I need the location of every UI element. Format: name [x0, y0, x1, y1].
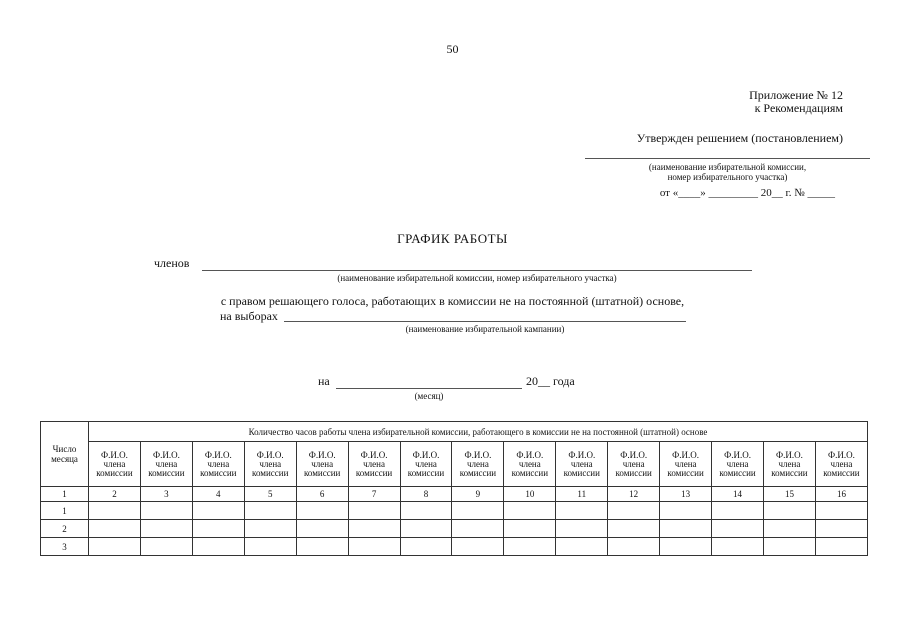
member-header-text: члена	[570, 458, 593, 469]
hours-entry-cell[interactable]	[140, 538, 192, 556]
hours-entry-cell[interactable]	[89, 538, 141, 556]
table-body	[41, 502, 868, 556]
approval-blank-line	[585, 158, 870, 159]
members-caption: (наименование избирательной комиссии, номер избирательного участка)	[337, 273, 617, 283]
column-number-cell: 13	[660, 487, 712, 502]
hours-entry-cell[interactable]	[244, 538, 296, 556]
hours-entry-cell[interactable]	[556, 538, 608, 556]
table-row	[41, 538, 868, 556]
approval-caption	[585, 162, 870, 182]
member-header-text: комиссии	[303, 467, 341, 478]
hours-entry-cell[interactable]	[504, 538, 556, 556]
hours-entry-cell[interactable]	[400, 502, 452, 520]
appendix-line-2: к Рекомендациям	[754, 101, 843, 115]
member-header-text: члена	[311, 458, 334, 469]
elections-label: на выборах	[220, 309, 278, 323]
hours-entry-cell[interactable]	[140, 502, 192, 520]
work-schedule-table	[40, 421, 868, 556]
appendix-line-1: Приложение № 12	[749, 88, 843, 102]
hours-entry-cell[interactable]	[504, 502, 556, 520]
hours-entry-cell[interactable]	[712, 538, 764, 556]
member-name-header	[452, 442, 504, 487]
hours-entry-cell[interactable]	[244, 502, 296, 520]
hours-entry-cell[interactable]	[400, 538, 452, 556]
elections-caption: (наименование избирательной кампании)	[405, 324, 565, 334]
member-name-header	[296, 442, 348, 487]
member-header-text: Ф.И.О.	[672, 449, 700, 460]
member-header-text: Ф.И.О.	[828, 449, 855, 460]
member-header-text: комиссии	[719, 467, 756, 478]
hours-entry-cell[interactable]	[400, 520, 452, 538]
member-header-text: комиссии	[407, 467, 445, 478]
column-number-cell: 4	[192, 487, 244, 502]
column-number-cell: 8	[400, 487, 452, 502]
day-number-cell: 1	[41, 502, 89, 520]
member-name-header	[712, 442, 764, 487]
hours-entry-cell[interactable]	[89, 520, 141, 538]
hours-entry-cell[interactable]	[192, 520, 244, 538]
hours-entry-cell[interactable]	[763, 502, 815, 520]
column-number-cell: 3	[140, 487, 192, 502]
member-header-text: Ф.И.О.	[516, 449, 544, 460]
hours-entry-cell[interactable]	[140, 520, 192, 538]
hours-entry-cell[interactable]	[815, 520, 867, 538]
approval-caption-line-1: (наименование избирательной комиссии,	[648, 162, 807, 172]
hours-group-header: Количество часов работы члена избирательной комиссии, работающего в комиссии не на постоянной (штатной) основе	[89, 422, 868, 442]
column-number-cell: 15	[763, 487, 815, 502]
column-number-cell: 9	[452, 487, 504, 502]
members-label: членов	[154, 256, 190, 270]
member-header-text: комиссии	[355, 467, 393, 478]
column-number-cell: 16	[815, 487, 867, 502]
member-name-header	[504, 442, 556, 487]
hours-entry-cell[interactable]	[815, 538, 867, 556]
member-header-text: члена	[518, 458, 541, 469]
member-header-text: Ф.И.О.	[308, 449, 336, 460]
member-header-text: члена	[674, 458, 697, 469]
hours-entry-cell[interactable]	[763, 520, 815, 538]
member-name-header	[608, 442, 660, 487]
member-header-text: комиссии	[200, 467, 237, 478]
member-header-text: комиссии	[459, 467, 497, 478]
hours-entry-cell[interactable]	[348, 502, 400, 520]
member-name-header	[89, 442, 141, 487]
basis-text: с правом решающего голоса, работающих в комиссии не на постоянной (штатной) основе,	[220, 294, 685, 308]
member-header-text: члена	[155, 458, 178, 469]
member-header-text: комиссии	[148, 467, 185, 478]
member-header-text: члена	[259, 458, 282, 469]
page-number: 50	[446, 42, 459, 56]
member-header-text: комиссии	[771, 467, 808, 478]
member-name-header	[400, 442, 452, 487]
member-name-header	[660, 442, 712, 487]
table-row	[41, 520, 868, 538]
member-header-text: члена	[415, 458, 437, 469]
member-header-text: члена	[778, 458, 801, 469]
member-header-text: члена	[207, 458, 230, 469]
member-header-text: Ф.И.О.	[204, 449, 232, 460]
period-year: 20__ года	[526, 374, 575, 388]
member-header-text: Ф.И.О.	[101, 449, 128, 460]
member-header-text: Ф.И.О.	[256, 449, 284, 460]
month-blank-line	[336, 388, 522, 389]
column-number-cell: 11	[556, 487, 608, 502]
column-number-cell: 1	[41, 487, 89, 502]
member-header-text: Ф.И.О.	[412, 449, 440, 460]
column-number-cell: 12	[608, 487, 660, 502]
member-header-text: комиссии	[667, 467, 704, 478]
member-header-text: Ф.И.О.	[724, 449, 751, 460]
member-header-text: Ф.И.О.	[568, 449, 596, 460]
member-name-header	[192, 442, 244, 487]
member-name-header	[815, 442, 867, 487]
approval-caption-line-2: номер избирательного участка)	[667, 172, 788, 182]
member-header-text: комиссии	[563, 467, 600, 478]
member-header-text: Ф.И.О.	[776, 449, 803, 460]
hours-entry-cell[interactable]	[660, 538, 712, 556]
period-prefix: на	[318, 374, 330, 388]
hours-entry-cell[interactable]	[296, 502, 348, 520]
member-header-text: члена	[830, 458, 853, 469]
table-group-header-row	[41, 422, 868, 442]
hours-entry-cell[interactable]	[89, 502, 141, 520]
hours-entry-cell[interactable]	[452, 538, 504, 556]
column-number-cell: 2	[89, 487, 141, 502]
day-number-cell: 2	[41, 520, 89, 538]
hours-entry-cell[interactable]	[296, 520, 348, 538]
hours-entry-cell[interactable]	[660, 502, 712, 520]
month-caption: (месяц)	[414, 391, 444, 401]
column-number-cell: 6	[296, 487, 348, 502]
hours-entry-cell[interactable]	[452, 520, 504, 538]
hours-entry-cell[interactable]	[192, 538, 244, 556]
member-header-text: члена	[363, 458, 385, 469]
hours-entry-cell[interactable]	[660, 520, 712, 538]
approval-text: Утвержден решением (постановлением)	[636, 131, 843, 145]
member-name-header	[763, 442, 815, 487]
member-header-text: члена	[103, 458, 126, 469]
member-header-text: Ф.И.О.	[620, 449, 648, 460]
table-row	[41, 502, 868, 520]
members-blank-line	[202, 270, 752, 271]
hours-entry-cell[interactable]	[712, 502, 764, 520]
member-name-header	[140, 442, 192, 487]
member-name-header	[556, 442, 608, 487]
column-number-cell: 7	[348, 487, 400, 502]
member-header-text: члена	[467, 458, 489, 469]
member-header-text: комиссии	[252, 467, 289, 478]
member-header-text: члена	[622, 458, 645, 469]
column-number-cell: 14	[712, 487, 764, 502]
elections-blank-line	[284, 321, 686, 322]
hours-entry-cell[interactable]	[244, 520, 296, 538]
hours-entry-cell[interactable]	[608, 538, 660, 556]
hours-entry-cell[interactable]	[192, 502, 244, 520]
document-title: ГРАФИК РАБОТЫ	[397, 231, 508, 246]
column-number-cell: 5	[244, 487, 296, 502]
member-name-header	[348, 442, 400, 487]
day-of-month-header: Число месяца	[41, 422, 89, 487]
hours-entry-cell[interactable]	[608, 502, 660, 520]
member-header-text: Ф.И.О.	[464, 449, 492, 460]
hours-entry-cell[interactable]	[608, 520, 660, 538]
member-header-text: комиссии	[511, 467, 549, 478]
hours-entry-cell[interactable]	[556, 502, 608, 520]
hours-entry-cell[interactable]	[556, 520, 608, 538]
table-member-header-row	[41, 442, 868, 487]
hours-entry-cell[interactable]	[504, 520, 556, 538]
appendix-block	[749, 89, 843, 115]
hours-entry-cell[interactable]	[452, 502, 504, 520]
hours-entry-cell[interactable]	[763, 538, 815, 556]
column-number-cell: 10	[504, 487, 556, 502]
hours-entry-cell[interactable]	[348, 520, 400, 538]
hours-entry-cell[interactable]	[348, 538, 400, 556]
member-header-text: Ф.И.О.	[152, 449, 180, 460]
table-column-number-row	[41, 487, 868, 502]
day-number-cell: 3	[41, 538, 89, 556]
member-header-text: комиссии	[96, 467, 133, 478]
member-header-text: члена	[726, 458, 749, 469]
hours-entry-cell[interactable]	[815, 502, 867, 520]
member-header-text: комиссии	[615, 467, 652, 478]
member-header-text: Ф.И.О.	[360, 449, 388, 460]
hours-entry-cell[interactable]	[296, 538, 348, 556]
member-name-header	[244, 442, 296, 487]
hours-entry-cell[interactable]	[712, 520, 764, 538]
member-header-text: комиссии	[823, 467, 860, 478]
approval-date-line: от «____» _________ 20__ г. № _____	[659, 187, 835, 199]
